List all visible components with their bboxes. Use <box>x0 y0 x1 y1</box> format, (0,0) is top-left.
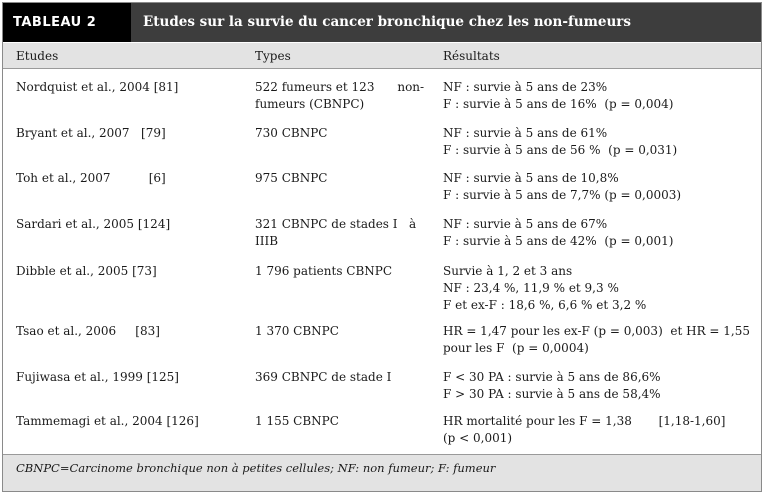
cell-etude <box>16 79 246 96</box>
table-footnote <box>3 454 761 491</box>
etude-text: Sardari et al., 2005 [124] <box>16 217 171 231</box>
cell-resultats <box>443 413 743 447</box>
types-line: IIIB <box>255 234 279 248</box>
resultats-line: NF : survie à 5 ans de 23% <box>443 80 608 94</box>
types-line: 975 CBNPC <box>255 171 328 185</box>
resultats-line: HR mortalité pour les F = 1,38 [1,18-1,60] <box>443 414 726 428</box>
cell-types <box>255 125 425 142</box>
cell-types <box>255 369 425 386</box>
cell-etude <box>16 413 246 430</box>
cell-etude <box>16 216 246 233</box>
table-title: Etudes sur la survie du cancer bronchique chez les non-fumeurs <box>143 14 631 30</box>
resultats-line: F : survie à 5 ans de 16% (p = 0,004) <box>443 97 674 111</box>
etude-text: Dibble et al., 2005 [73] <box>16 264 157 278</box>
cell-resultats <box>443 369 743 403</box>
cell-resultats <box>443 170 743 204</box>
cell-types <box>255 216 425 250</box>
cell-types <box>255 323 425 340</box>
cell-resultats <box>443 263 743 314</box>
cell-resultats <box>443 323 751 357</box>
etude-text: Nordquist et al., 2004 [81] <box>16 80 179 94</box>
cell-resultats <box>443 79 743 113</box>
types-line: 522 fumeurs et 123 non- <box>255 80 425 94</box>
cell-etude <box>16 125 246 142</box>
table-number: TABLEAU 2 <box>3 3 131 42</box>
resultats-line: F > 30 PA : survie à 5 ans de 58,4% <box>443 387 661 401</box>
cell-resultats <box>443 216 743 250</box>
types-line: 1 155 CBNPC <box>255 414 339 428</box>
column-header-etudes: Etudes <box>16 49 59 63</box>
resultats-line: F et ex-F : 18,6 %, 6,6 % et 3,2 % <box>443 298 647 312</box>
table-header <box>3 3 761 42</box>
types-line: 730 CBNPC <box>255 126 328 140</box>
resultats-line: F : survie à 5 ans de 7,7% (p = 0,0003) <box>443 188 682 202</box>
resultats-line: F : survie à 5 ans de 42% (p = 0,001) <box>443 234 674 248</box>
etude-text: Fujiwasa et al., 1999 [125] <box>16 370 179 384</box>
types-line: 1 796 patients CBNPC <box>255 264 393 278</box>
resultats-line: pour les F (p = 0,0004) <box>443 341 589 355</box>
column-header-row <box>3 43 761 69</box>
resultats-line: NF : survie à 5 ans de 61% <box>443 126 608 140</box>
resultats-line: NF : survie à 5 ans de 10,8% <box>443 171 619 185</box>
resultats-line: Survie à 1, 2 et 3 ans <box>443 264 573 278</box>
cell-types <box>255 413 425 430</box>
cell-etude <box>16 170 246 187</box>
cell-resultats <box>443 125 743 159</box>
resultats-line: NF : survie à 5 ans de 67% <box>443 217 608 231</box>
cell-etude <box>16 263 246 280</box>
types-line: 1 370 CBNPC <box>255 324 339 338</box>
cell-etude <box>16 323 246 340</box>
resultats-line: NF : 23,4 %, 11,9 % et 9,3 % <box>443 281 619 295</box>
types-line: fumeurs (CBNPC) <box>255 97 365 111</box>
cell-types <box>255 79 425 113</box>
cell-etude <box>16 369 246 386</box>
types-line: 321 CBNPC de stades I à <box>255 217 417 231</box>
cell-types <box>255 170 425 187</box>
column-header-resultats: Résultats <box>443 49 500 63</box>
etude-text: Tammemagi et al., 2004 [126] <box>16 414 199 428</box>
resultats-line: F : survie à 5 ans de 56 % (p = 0,031) <box>443 143 678 157</box>
cell-types <box>255 263 425 280</box>
etude-text: Toh et al., 2007 [6] <box>16 171 166 185</box>
etude-text: Tsao et al., 2006 [83] <box>16 324 160 338</box>
resultats-line: HR = 1,47 pour les ex-F (p = 0,003) et HR = 1,55 <box>443 324 751 338</box>
resultats-line: (p < 0,001) <box>443 431 513 445</box>
etude-text: Bryant et al., 2007 [79] <box>16 126 166 140</box>
table-frame <box>2 2 762 492</box>
footnote-text: CBNPC=Carcinome bronchique non à petites cellules; NF: non fumeur; F: fumeur <box>16 461 496 475</box>
resultats-line: F < 30 PA : survie à 5 ans de 86,6% <box>443 370 661 384</box>
column-header-types: Types <box>255 49 291 63</box>
types-line: 369 CBNPC de stade I <box>255 370 392 384</box>
